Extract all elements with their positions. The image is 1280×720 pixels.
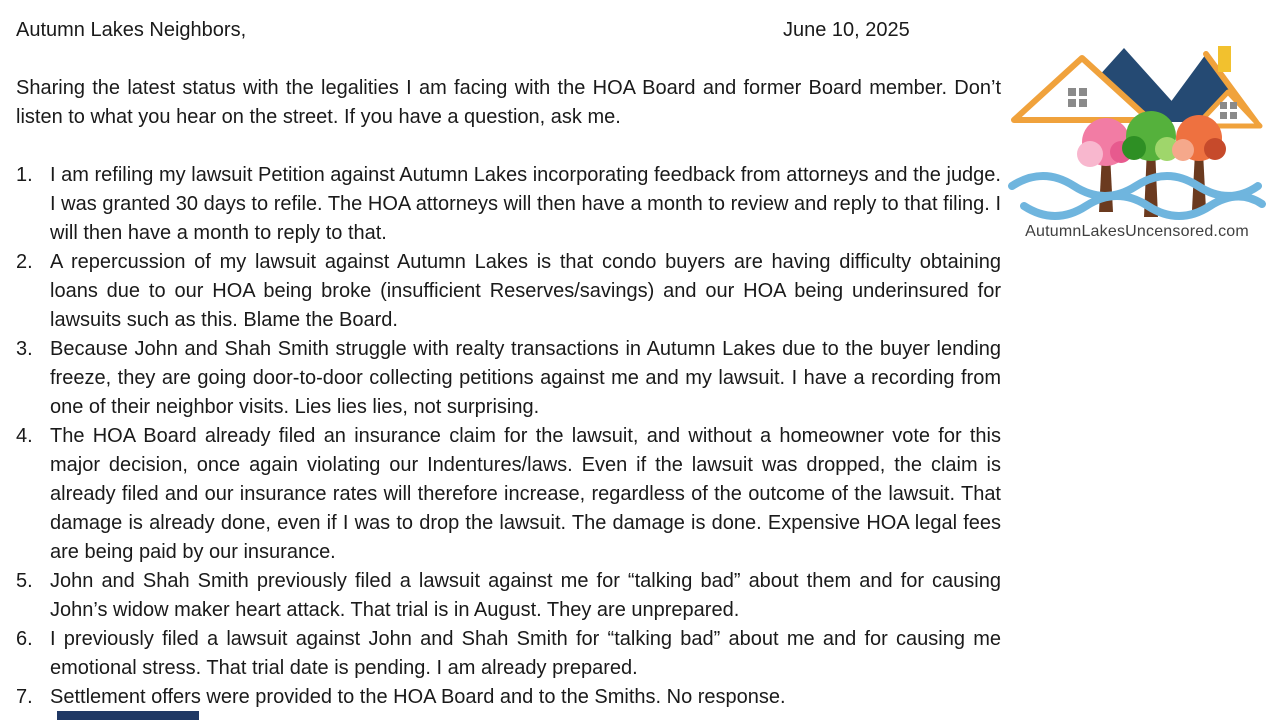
list-item: [16, 248, 1001, 335]
list-item-number: 6.: [16, 628, 33, 650]
list-item-number: 2.: [16, 251, 33, 273]
list-item-number: 1.: [16, 164, 33, 186]
list-item-number: 4.: [16, 425, 33, 447]
water-waves: [1012, 176, 1262, 216]
list-item: [16, 625, 1001, 683]
list-item-number: 7.: [16, 686, 33, 708]
letter-header: [16, 16, 1001, 45]
list-item-number: 5.: [16, 570, 33, 592]
list-item-number: 3.: [16, 338, 33, 360]
letter-body: [16, 16, 1001, 712]
list-item: [16, 567, 1001, 625]
list-item: [16, 335, 1001, 422]
site-logo: [1006, 36, 1268, 241]
list-item-text: The HOA Board already filed an insurance claim for the lawsuit, and without a homeowner vote for this major decision, once again violating our Indentures/laws. Even if the lawsuit was dropped, the claim is already filed and our insurance rates will therefore increase, regardless of the outcome of the lawsuit. That damage is already done, even if I was to drop the lawsuit. The damage is done. Expensive HOA legal fees are being paid by our insurance.: [50, 425, 1001, 563]
list-item-text: Settlement offers were provided to the HOA Board and to the Smiths. No response.: [50, 686, 786, 708]
chimney: [1218, 46, 1231, 72]
list-item: [16, 683, 1001, 712]
numbered-list: [16, 161, 1001, 712]
list-item: [16, 422, 1001, 567]
bottom-partial-bar: [57, 711, 199, 720]
list-item: [16, 161, 1001, 248]
intro-paragraph: Sharing the latest status with the legalities I am facing with the HOA Board and former Board member. Don’t listen to what you hear on the street. If you have a question, ask me.: [16, 77, 1001, 128]
list-item-text: Because John and Shah Smith struggle with realty transactions in Autumn Lakes due to the buyer lending freeze, they are going door-to-door collecting petitions against me and my lawsuit. I have a recording from one of their neighbor visits. Lies lies lies, not surprising.: [50, 338, 1001, 418]
logo-caption: AutumnLakesUncensored.com: [1025, 223, 1249, 240]
list-item-text: I previously filed a lawsuit against John and Shah Smith for “talking bad” about me and for causing me emotional stress. That trial date is pending. I am already prepared.: [50, 628, 1001, 679]
logo-illustration: [1006, 36, 1268, 221]
recipient-line: Autumn Lakes Neighbors,: [16, 19, 247, 41]
date-line: June 10, 2025: [783, 19, 910, 41]
list-item-text: A repercussion of my lawsuit against Autumn Lakes is that condo buyers are having difficulty obtaining loans due to our HOA being broke (insufficient Reserves/savings) and our HOA being underinsured for lawsuits such as this. Blame the Board.: [50, 251, 1001, 331]
list-item-text: John and Shah Smith previously filed a lawsuit against me for “talking bad” about them and for causing John’s widow maker heart attack. That trial is in August. They are unprepared.: [50, 570, 1001, 621]
list-item-text: I am refiling my lawsuit Petition against Autumn Lakes incorporating feedback from attorneys and the judge. I was granted 30 days to refile. The HOA attorneys will then have a month to review and reply to that filing. I will then have a month to reply to that.: [50, 164, 1001, 244]
